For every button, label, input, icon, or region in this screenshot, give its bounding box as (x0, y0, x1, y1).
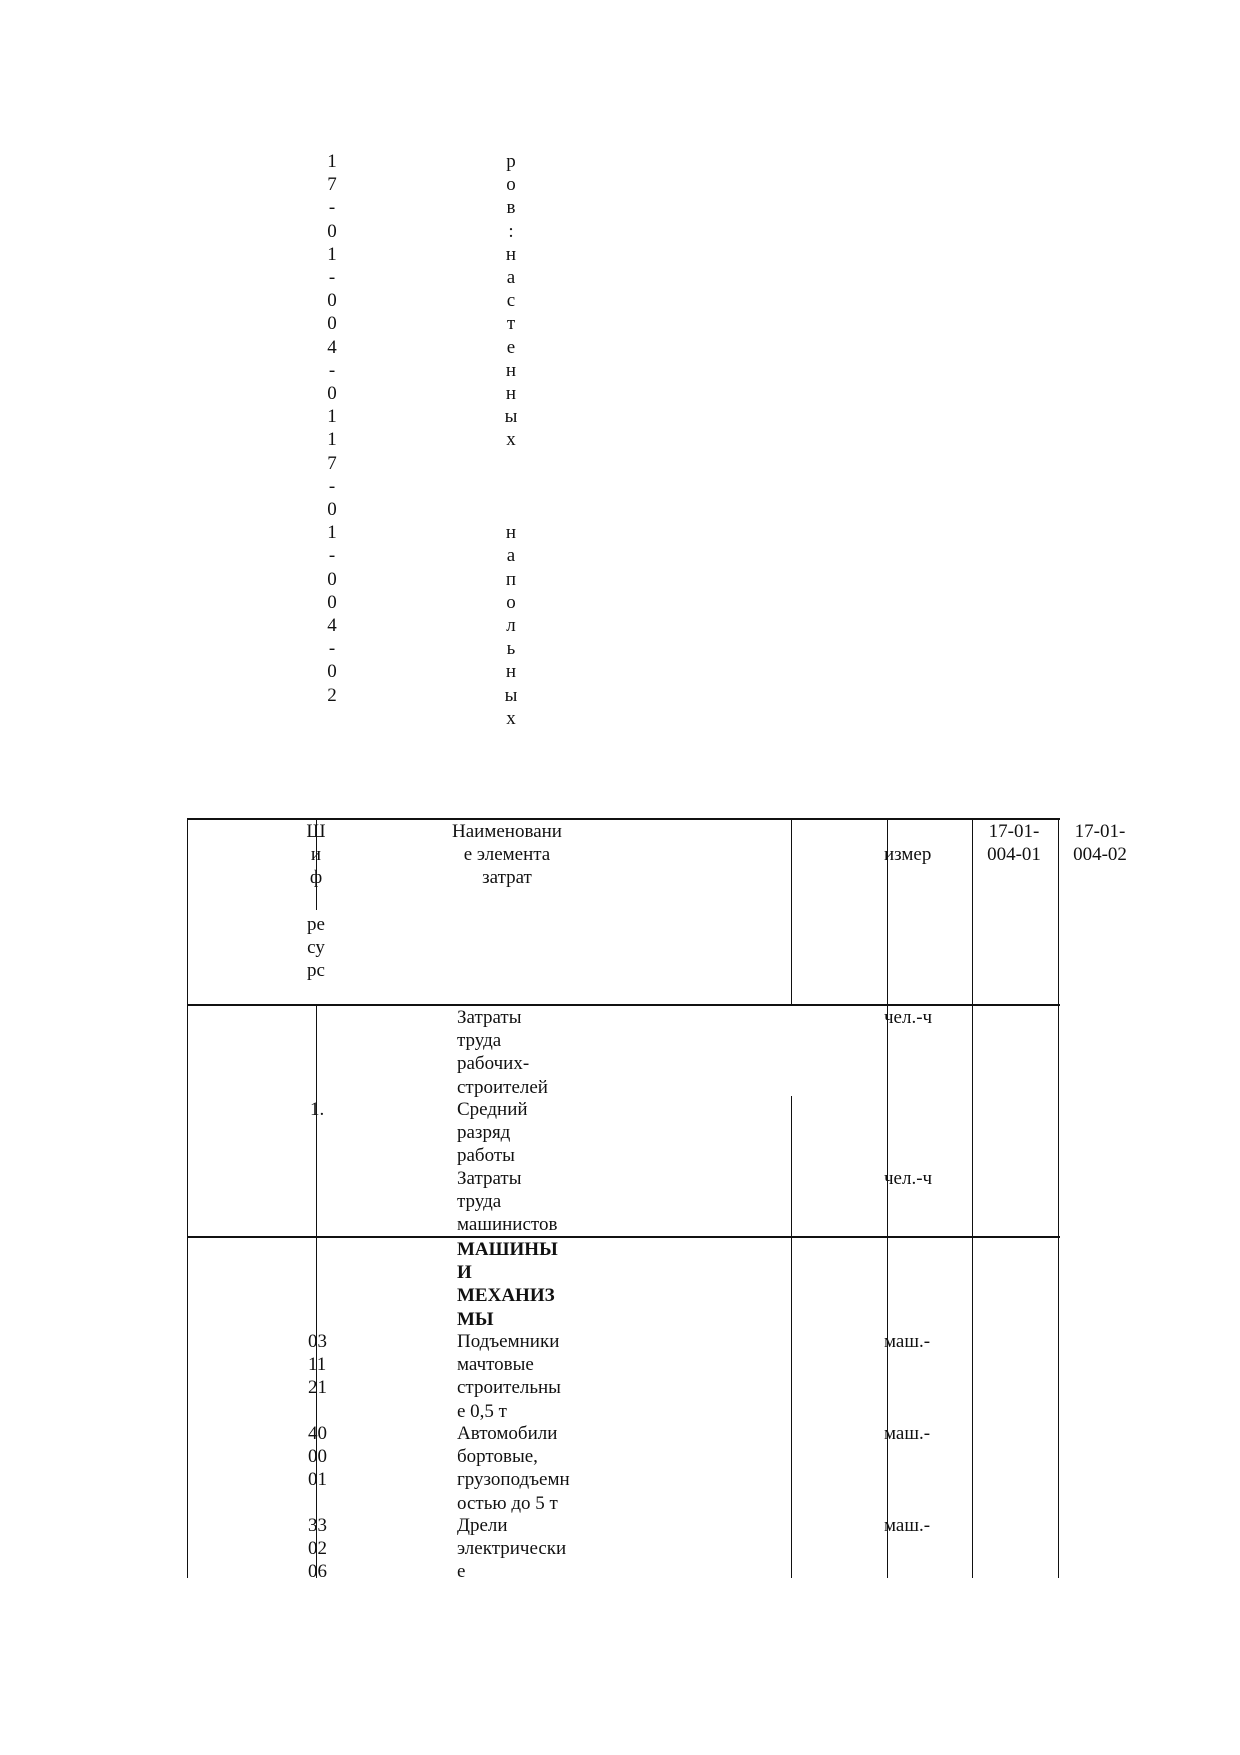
row-name: Дрели электрически е (457, 1515, 567, 1583)
row-name: Подъемники мачтовые строительны е 0,5 т (457, 1331, 561, 1422)
row-code: 1. (310, 1099, 325, 1120)
row-unit: чел.-ч (884, 1168, 933, 1189)
header-name: Наименовани е элемента затрат (452, 821, 562, 889)
row-name: Автомобили бортовые, грузоподъемн остью до 5 т (457, 1423, 570, 1514)
section-heading: МАШИНЫ И МЕХАНИЗ МЫ (457, 1239, 558, 1330)
row-unit: маш.- (884, 1515, 931, 1536)
table-right-border (1058, 818, 1059, 1578)
name-column-vertical: р о в : н а с т е н н ы х н а п о л ь н ы х (504, 151, 518, 729)
code-column-vertical: 1 7 - 0 1 - 0 0 4 - 0 1 1 7 - 0 1 - 0 0 4 - 0 2 (327, 151, 337, 706)
row-code: 33 02 06 (308, 1515, 327, 1583)
header-col-17-01-004-01: 17-01- 004-01 (987, 821, 1041, 866)
row-unit: маш.- (884, 1423, 931, 1444)
table-left-border (187, 818, 188, 1578)
section-divider (187, 1236, 1060, 1238)
code-column-divider (316, 1004, 317, 1578)
row-unit: чел.-ч (884, 1007, 933, 1028)
row-name: Затраты труда машинистов (457, 1168, 558, 1236)
row-code: 40 00 01 (308, 1423, 327, 1491)
row-unit: маш.- (884, 1331, 931, 1352)
row-name: Средний разряд работы (457, 1099, 528, 1167)
header-code: Ш и ф ре су рс (306, 821, 326, 982)
row-name: Затраты труда рабочих- строителей (457, 1007, 548, 1098)
resource-table (187, 818, 1127, 1583)
name-column-divider (791, 818, 792, 1004)
name-column-divider (791, 1096, 792, 1578)
header-unit: измер (884, 844, 932, 865)
unit-column-divider (887, 818, 888, 1578)
header-col-17-01-004-02: 17-01- 004-02 (1073, 821, 1127, 866)
value-column-divider (972, 818, 973, 1578)
row-code: 03 11 21 (308, 1331, 327, 1399)
